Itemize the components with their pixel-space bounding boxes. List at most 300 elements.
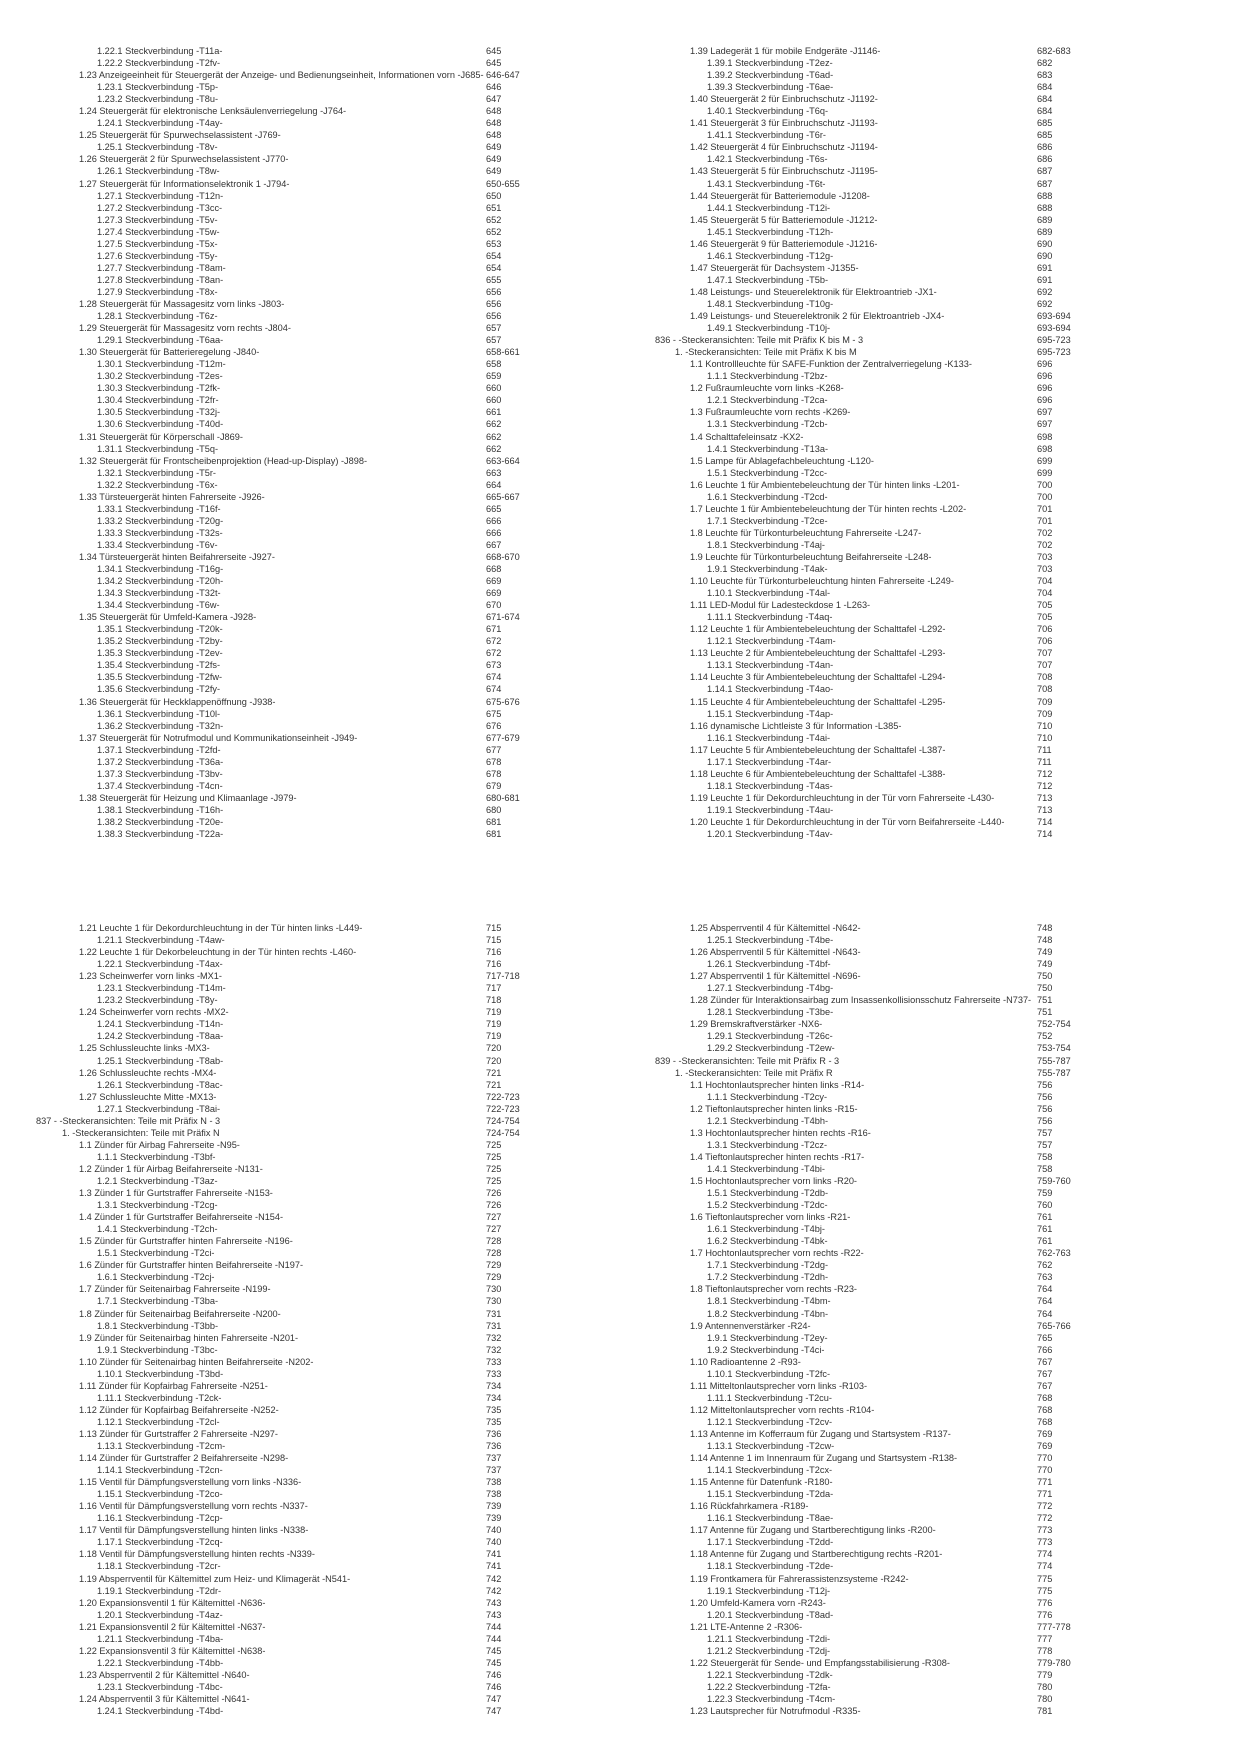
toc-entry <box>655 1308 1085 1320</box>
toc-entry <box>655 1356 1085 1368</box>
toc-entry-pages: 779 <box>1037 1669 1053 1680</box>
toc-entry-label: 1.4 Zünder 1 für Gurtstraffer Beifahrerseite -N154- <box>79 1212 284 1223</box>
toc-entry <box>36 611 556 623</box>
toc-entry-label: 1.14.1 Steckverbindung -T2cn- <box>97 1465 223 1476</box>
toc-entry-label: 1.37.4 Steckverbindung -T4cn- <box>97 780 223 791</box>
toc-entry-pages: 696 <box>1037 359 1053 370</box>
toc-entry <box>36 81 556 93</box>
toc-entry-label: 1.24.1 Steckverbindung -T14n- <box>97 1019 224 1030</box>
toc-entry-label: 1.11.1 Steckverbindung -T4aq- <box>707 612 833 623</box>
toc-entry-label: 1.21.1 Steckverbindung -T2di- <box>707 1633 831 1644</box>
toc-entry <box>36 1103 556 1115</box>
toc-entry-pages: 737 <box>486 1465 502 1476</box>
toc-entry-label: 1.17 Leuchte 5 für Ambientebeleuchtung der Schalttafel -L387- <box>690 744 946 755</box>
toc-entry <box>655 165 1085 177</box>
toc-entry <box>36 1344 556 1356</box>
toc-entry <box>655 1621 1085 1633</box>
toc-entry-label: 1.2 Tieftonlautsprecher hinten links -R15- <box>690 1103 858 1114</box>
toc-entry-pages: 670 <box>486 600 502 611</box>
toc-entry <box>36 1199 556 1211</box>
toc-entry-pages: 737 <box>486 1453 502 1464</box>
toc-entry <box>655 1548 1085 1560</box>
toc-entry <box>36 1536 556 1548</box>
toc-entry-label: 1.20 Leuchte 1 für Dekordurchleuchtung in der Tür vorn Beifahrerseite -L440- <box>690 817 1005 827</box>
toc-entry-label: 1.16 dynamische Lichtleiste 3 für Information -L385- <box>690 720 902 731</box>
toc-entry <box>655 322 1085 334</box>
toc-entry <box>655 1428 1085 1440</box>
toc-entry-label: 1.9 Zünder für Seitenairbag hinten Fahrerseite -N201- <box>79 1332 299 1343</box>
toc-entry-label: 1.29.1 Steckverbindung -T6aa- <box>97 335 224 346</box>
toc-entry <box>655 611 1085 623</box>
toc-entry <box>36 816 556 828</box>
toc-column-page1-left <box>36 45 556 840</box>
toc-entry <box>655 708 1085 720</box>
toc-entry-pages: 721 <box>486 1067 502 1078</box>
toc-entry-pages: 751 <box>1037 1007 1053 1018</box>
toc-entry <box>36 286 556 298</box>
toc-entry <box>36 551 556 563</box>
toc-entry <box>655 768 1085 780</box>
toc-entry-label: 1.8 Leuchte für Türkonturbeleuchtung Fahrerseite -L247- <box>690 527 922 538</box>
toc-entry <box>36 322 556 334</box>
toc-entry-pages: 661 <box>486 407 502 418</box>
toc-entry <box>655 1151 1085 1163</box>
toc-entry-pages: 656 <box>486 286 502 297</box>
toc-entry-pages: 753-754 <box>1037 1043 1071 1054</box>
toc-entry-label: 1.19 Frontkamera für Fahrerassistenzsysteme -R242- <box>690 1573 909 1584</box>
toc-entry <box>36 1548 556 1560</box>
toc-entry <box>655 274 1085 286</box>
toc-entry-pages: 780 <box>1037 1681 1053 1692</box>
toc-entry-pages: 663 <box>486 467 502 478</box>
toc-entry-pages: 649 <box>486 154 502 165</box>
toc-entry-label: 1.34.1 Steckverbindung -T16g- <box>97 564 224 575</box>
toc-entry <box>655 551 1085 563</box>
toc-entry <box>36 1500 556 1512</box>
toc-entry-pages: 770 <box>1037 1465 1053 1476</box>
toc-entry <box>655 970 1085 982</box>
toc-entry <box>655 81 1085 93</box>
toc-entry-pages: 695-723 <box>1037 347 1071 358</box>
toc-entry-label: 1.13 Leuchte 2 für Ambientebeleuchtung der Schalttafel -L293- <box>690 648 946 659</box>
toc-entry-pages: 724-754 <box>486 1115 520 1126</box>
toc-entry <box>655 358 1085 370</box>
toc-entry <box>655 1042 1085 1054</box>
toc-entry-label: 1.15.1 Steckverbindung -T4ap- <box>707 708 834 719</box>
toc-entry-label: 1.21 Expansionsventil 2 für Kältemittel -N637- <box>79 1621 266 1632</box>
toc-entry-label: 1.20.1 Steckverbindung -T8ad- <box>707 1609 834 1620</box>
toc-entry-label: 1.23 Lautsprecher für Notrufmodul -R335- <box>690 1706 861 1717</box>
toc-entry-label: 1.35.2 Steckverbindung -T2by- <box>97 636 223 647</box>
toc-entry-label: 1.7.1 Steckverbindung -T2dg- <box>707 1260 829 1271</box>
toc-entry-pages: 756 <box>1037 1115 1053 1126</box>
toc-entry-pages: 664 <box>486 479 502 490</box>
toc-entry <box>36 623 556 635</box>
toc-entry-label: 1.30.4 Steckverbindung -T2fr- <box>97 395 219 406</box>
toc-entry-label: 1.1 Zünder für Airbag Fahrerseite -N95- <box>79 1139 240 1150</box>
toc-entry <box>655 732 1085 744</box>
toc-entry-pages: 726 <box>486 1200 502 1211</box>
toc-entry-pages: 697 <box>1037 407 1053 418</box>
toc-entry <box>36 202 556 214</box>
toc-entry-pages: 741 <box>486 1549 502 1560</box>
toc-entry-label: 1.22.3 Steckverbindung -T4cm- <box>707 1694 836 1704</box>
toc-entry-pages: 780 <box>1037 1694 1053 1704</box>
toc-entry-pages: 710 <box>1037 732 1053 743</box>
toc-entry <box>655 1705 1085 1717</box>
toc-entry-pages: 759 <box>1037 1188 1053 1199</box>
toc-entry <box>655 1271 1085 1283</box>
toc-entry-label: 1.33.4 Steckverbindung -T6v- <box>97 539 218 550</box>
toc-entry <box>36 1067 556 1079</box>
toc-entry-pages: 646 <box>486 82 502 93</box>
toc-entry-label: 1.46 Steuergerät 9 für Batteriemodule -J1216- <box>690 238 878 249</box>
toc-entry-label: 1.16.1 Steckverbindung -T2cp- <box>97 1513 223 1524</box>
toc-entry-pages: 775 <box>1037 1573 1053 1584</box>
toc-entry-label: 1.30.2 Steckverbindung -T2es- <box>97 371 223 382</box>
toc-entry <box>36 214 556 226</box>
toc-entry-label: 1.10.1 Steckverbindung -T2fc- <box>707 1368 831 1379</box>
toc-entry <box>36 1428 556 1440</box>
toc-entry-pages: 690 <box>1037 238 1053 249</box>
toc-entry-pages: 713 <box>1037 804 1053 815</box>
toc-entry-label: 1.17.1 Steckverbindung -T4ar- <box>707 756 832 767</box>
toc-entry-label: 1.28 Zünder für Interaktionsairbag zum Insassenkollisionsschutz Fahrerseite -N737- <box>690 995 1032 1006</box>
toc-entry <box>36 370 556 382</box>
toc-entry <box>655 922 1085 934</box>
toc-entry-pages: 764 <box>1037 1284 1053 1295</box>
toc-entry-pages: 705 <box>1037 612 1053 623</box>
toc-entry <box>36 563 556 575</box>
toc-entry-pages: 711 <box>1037 756 1052 767</box>
toc-entry <box>36 1115 556 1127</box>
toc-entry <box>36 1187 556 1199</box>
toc-entry <box>36 105 556 117</box>
toc-entry-pages: 696 <box>1037 383 1053 394</box>
toc-entry <box>655 250 1085 262</box>
toc-entry-label: 1.20.1 Steckverbindung -T4av- <box>707 829 833 840</box>
toc-entry-pages: 744 <box>486 1633 502 1644</box>
toc-entry-pages: 652 <box>486 226 502 237</box>
toc-entry-label: 1.40 Steuergerät 2 für Einbruchschutz -J1192- <box>690 94 878 105</box>
toc-entry <box>36 982 556 994</box>
toc-entry <box>655 1500 1085 1512</box>
toc-entry <box>36 346 556 358</box>
toc-entry-label: 1.39 Ladegerät 1 für mobile Endgeräte -J1146- <box>690 46 881 56</box>
toc-entry-label: 839 - -Steckeransichten: Teile mit Präfix R - 3 <box>655 1055 840 1066</box>
toc-entry-label: 1.4.1 Steckverbindung -T13a- <box>707 443 829 454</box>
toc-entry <box>655 527 1085 539</box>
toc-entry-pages: 777 <box>1037 1633 1053 1644</box>
toc-entry-pages: 768 <box>1037 1404 1053 1415</box>
toc-entry-label: 1.5 Lampe für Ablagefachbeleuchtung -L120- <box>690 455 874 466</box>
toc-entry <box>36 1283 556 1295</box>
toc-entry-label: 1.1 Hochtonlautsprecher hinten links -R14- <box>690 1079 865 1090</box>
toc-entry-pages: 682 <box>1037 58 1053 69</box>
toc-entry-pages: 714 <box>1037 817 1053 827</box>
toc-entry-pages: 656 <box>486 298 502 309</box>
toc-entry <box>36 1681 556 1693</box>
toc-entry <box>36 527 556 539</box>
toc-entry <box>36 1030 556 1042</box>
toc-entry <box>655 1609 1085 1621</box>
toc-entry-pages: 646-647 <box>486 70 520 81</box>
toc-entry <box>655 946 1085 958</box>
toc-entry-label: 1.10 Leuchte für Türkonturbeleuchtung hinten Fahrerseite -L249- <box>690 576 954 587</box>
toc-entry-pages: 674 <box>486 684 502 695</box>
toc-entry-label: 1.3.1 Steckverbindung -T2cz- <box>707 1139 828 1150</box>
toc-entry-label: 1.20.1 Steckverbindung -T4az- <box>97 1609 223 1620</box>
toc-entry <box>36 732 556 744</box>
toc-entry-pages: 708 <box>1037 672 1053 683</box>
toc-entry <box>36 274 556 286</box>
toc-entry-pages: 761 <box>1037 1212 1053 1223</box>
toc-entry-label: 1.35.3 Steckverbindung -T2ev- <box>97 648 223 659</box>
toc-entry <box>655 1681 1085 1693</box>
toc-entry <box>655 804 1085 816</box>
toc-entry <box>36 1235 556 1247</box>
toc-entry-pages: 671 <box>486 624 502 635</box>
toc-entry <box>36 93 556 105</box>
toc-entry-label: 1.39.2 Steckverbindung -T6ad- <box>707 70 834 81</box>
toc-entry-label: 837 - -Steckeransichten: Teile mit Präfix N - 3 <box>36 1115 221 1126</box>
toc-entry-label: 1.30.6 Steckverbindung -T40d- <box>97 419 224 430</box>
toc-entry-label: 1.39.3 Steckverbindung -T6ae- <box>707 82 834 93</box>
toc-entry-label: 1.15 Antenne für Datenfunk -R180- <box>690 1477 833 1488</box>
toc-entry-pages: 747 <box>486 1694 502 1704</box>
toc-entry-pages: 709 <box>1037 696 1053 707</box>
toc-entry <box>36 129 556 141</box>
toc-entry <box>36 1127 556 1139</box>
toc-entry <box>36 1657 556 1669</box>
toc-entry-label: 1.5.2 Steckverbindung -T2dc- <box>707 1200 828 1211</box>
toc-entry-label: 1.4.1 Steckverbindung -T4bi- <box>707 1163 825 1174</box>
toc-entry-label: 1.13 Zünder für Gurtstraffer 2 Fahrerseite -N297- <box>79 1428 278 1439</box>
toc-entry-pages: 688 <box>1037 190 1053 201</box>
toc-entry-label: 1.47.1 Steckverbindung -T5b- <box>707 274 829 285</box>
toc-entry-pages: 725 <box>486 1151 502 1162</box>
toc-entry <box>655 756 1085 768</box>
toc-entry-pages: 686 <box>1037 154 1053 165</box>
toc-entry-label: 1.32 Steuergerät für Frontscheibenprojektion (Head-up-Display) -J898- <box>79 455 368 466</box>
toc-entry <box>36 262 556 274</box>
toc-entry-pages: 725 <box>486 1163 502 1174</box>
toc-entry-pages: 779-780 <box>1037 1657 1071 1668</box>
toc-entry-pages: 773 <box>1037 1525 1053 1536</box>
toc-entry-pages: 743 <box>486 1597 502 1608</box>
toc-entry-pages: 691 <box>1037 274 1053 285</box>
toc-entry <box>36 587 556 599</box>
toc-entry-label: 1.24 Scheinwerfer vorn rechts -MX2- <box>79 1007 229 1018</box>
toc-entry-label: 1.22.2 Steckverbindung -T2fa- <box>707 1681 831 1692</box>
toc-entry <box>36 334 556 346</box>
toc-entry-label: 1.8 Tieftonlautsprecher vorn rechts -R23- <box>690 1284 857 1295</box>
toc-entry-pages: 750 <box>1037 971 1053 982</box>
toc-entry-label: 1.18.1 Steckverbindung -T2de- <box>707 1561 834 1572</box>
toc-entry-label: 1.34 Türsteuergerät hinten Beifahrerseite -J927- <box>79 551 275 562</box>
toc-entry <box>36 455 556 467</box>
toc-entry-pages: 675-676 <box>486 696 520 707</box>
toc-entry-pages: 751 <box>1037 995 1053 1006</box>
toc-entry-pages: 748 <box>1037 935 1053 946</box>
toc-entry-label: 1.8 Zünder für Seitenairbag Beifahrerseite -N200- <box>79 1308 281 1319</box>
toc-entry-label: 1.43 Steuergerät 5 für Einbruchschutz -J1195- <box>690 166 878 177</box>
toc-entry-pages: 696 <box>1037 371 1053 382</box>
toc-column-page1-right <box>655 45 1085 840</box>
toc-entry <box>655 575 1085 587</box>
toc-entry-label: 1.23 Scheinwerfer vorn links -MX1- <box>79 971 222 982</box>
toc-entry-label: 1.27 Absperrventil 1 für Kältemittel -N696- <box>690 971 861 982</box>
toc-entry-label: 1.43.1 Steckverbindung -T6t- <box>707 178 826 189</box>
toc-entry-label: 1.24 Absperrventil 3 für Kältemittel -N641- <box>79 1694 250 1704</box>
toc-entry-pages: 745 <box>486 1657 502 1668</box>
toc-entry-pages: 678 <box>486 768 502 779</box>
toc-entry <box>36 1006 556 1018</box>
toc-entry-pages: 767 <box>1037 1368 1053 1379</box>
toc-entry-pages: 657 <box>486 323 502 334</box>
toc-entry <box>655 780 1085 792</box>
toc-entry <box>655 1127 1085 1139</box>
toc-entry <box>655 1368 1085 1380</box>
toc-entry <box>655 382 1085 394</box>
toc-entry <box>36 756 556 768</box>
toc-entry-pages: 739 <box>486 1513 502 1524</box>
toc-entry-pages: 759-760 <box>1037 1175 1071 1186</box>
toc-entry-label: 1.20 Expansionsventil 1 für Kältemittel -N636- <box>79 1597 266 1608</box>
toc-entry-pages: 687 <box>1037 166 1053 177</box>
toc-entry-pages: 697 <box>1037 419 1053 430</box>
toc-entry-pages: 775 <box>1037 1585 1053 1596</box>
toc-entry <box>36 1476 556 1488</box>
toc-entry-pages: 693-694 <box>1037 311 1071 322</box>
toc-entry-pages: 685 <box>1037 130 1053 141</box>
toc-entry <box>36 1404 556 1416</box>
toc-entry-pages: 729 <box>486 1260 502 1271</box>
toc-entry-pages: 669 <box>486 588 502 599</box>
toc-entry <box>36 190 556 202</box>
toc-entry <box>655 1524 1085 1536</box>
toc-entry <box>655 1030 1085 1042</box>
toc-entry-label: 1.36.2 Steckverbindung -T32n- <box>97 720 224 731</box>
toc-entry-label: 1.22.1 Steckverbindung -T4ax- <box>97 959 223 970</box>
toc-entry <box>36 394 556 406</box>
toc-entry-label: 1.3.1 Steckverbindung -T2cb- <box>707 419 828 430</box>
toc-entry <box>36 1018 556 1030</box>
toc-entry <box>36 744 556 756</box>
toc-entry-pages: 648 <box>486 118 502 129</box>
toc-entry-label: 1.32.1 Steckverbindung -T5r- <box>97 467 216 478</box>
toc-entry <box>36 1308 556 1320</box>
toc-entry-pages: 735 <box>486 1404 502 1415</box>
toc-entry-pages: 771 <box>1037 1477 1053 1488</box>
toc-entry-pages: 704 <box>1037 576 1053 587</box>
toc-entry <box>36 1560 556 1572</box>
toc-entry <box>655 1079 1085 1091</box>
toc-entry-pages: 758 <box>1037 1163 1053 1174</box>
toc-entry <box>655 1633 1085 1645</box>
toc-entry-label: 1.22 Leuchte 1 für Dekorbeleuchtung in der Tür hinten rechts -L460- <box>79 947 357 958</box>
toc-entry-pages: 731 <box>486 1320 502 1331</box>
toc-entry-pages: 698 <box>1037 443 1053 454</box>
toc-entry-label: 1.13.1 Steckverbindung -T2cw- <box>707 1441 835 1452</box>
toc-entry-label: 1.27 Steuergerät für Informationselektronik 1 -J794- <box>79 178 290 189</box>
toc-entry <box>36 934 556 946</box>
toc-entry-label: 1.26.1 Steckverbindung -T8ac- <box>97 1079 223 1090</box>
toc-entry-label: 1.27.1 Steckverbindung -T4bg- <box>707 983 834 994</box>
toc-entry-label: 1.7 Leuchte 1 für Ambientebeleuchtung der Tür hinten rechts -L202- <box>690 503 967 514</box>
toc-entry <box>655 1067 1085 1079</box>
toc-entry <box>36 1645 556 1657</box>
toc-entry <box>655 1091 1085 1103</box>
toc-entry-label: 1.6 Zünder für Gurtstraffer hinten Beifahrerseite -N197- <box>79 1260 304 1271</box>
toc-entry-label: 1.3 Hochtonlautsprecher hinten rechts -R16- <box>690 1127 871 1138</box>
toc-entry-pages: 648 <box>486 130 502 141</box>
toc-entry-label: 1.27.1 Steckverbindung -T8ai- <box>97 1103 221 1114</box>
toc-entry <box>655 418 1085 430</box>
toc-entry-pages: 767 <box>1037 1380 1053 1391</box>
toc-entry-pages: 762-763 <box>1037 1248 1071 1259</box>
toc-entry-pages: 692 <box>1037 286 1053 297</box>
toc-entry-pages: 730 <box>486 1296 502 1307</box>
toc-entry <box>36 599 556 611</box>
toc-entry-pages: 768 <box>1037 1392 1053 1403</box>
toc-entry-label: 1.28.1 Steckverbindung -T3be- <box>707 1007 834 1018</box>
toc-entry <box>36 1259 556 1271</box>
toc-entry-label: 1.22 Steuergerät für Sende- und Empfangsstabilisierung -R308- <box>690 1657 950 1668</box>
toc-entry-pages: 776 <box>1037 1597 1053 1608</box>
toc-entry-pages: 719 <box>486 1031 502 1042</box>
toc-entry-pages: 741 <box>486 1561 502 1572</box>
toc-entry <box>655 1464 1085 1476</box>
toc-entry-label: 1.14 Antenne 1 im Innenraum für Zugang und Startsystem -R138- <box>690 1453 958 1464</box>
toc-entry-label: 1.37 Steuergerät für Notrufmodul und Kommunikationseinheit -J949- <box>79 732 358 743</box>
toc-entry <box>655 1560 1085 1572</box>
toc-entry-pages: 705 <box>1037 600 1053 611</box>
toc-entry <box>36 1139 556 1151</box>
toc-entry <box>36 1295 556 1307</box>
toc-entry <box>655 117 1085 129</box>
toc-entry <box>655 1380 1085 1392</box>
toc-entry-label: 1.38 Steuergerät für Heizung und Klimaanlage -J979- <box>79 792 297 803</box>
toc-entry <box>655 1573 1085 1585</box>
toc-entry-pages: 774 <box>1037 1561 1053 1572</box>
toc-entry-label: 1.49 Leistungs- und Steuerelektronik 2 für Elektroantrieb -JX4- <box>690 311 945 322</box>
toc-entry-pages: 654 <box>486 262 502 273</box>
toc-entry-pages: 700 <box>1037 491 1053 502</box>
toc-entry-label: 1.11 Mitteltonlautsprecher vorn links -R103- <box>690 1380 868 1391</box>
toc-entry-label: 1.25.1 Steckverbindung -T8ab- <box>97 1055 224 1066</box>
toc-entry-label: 1.10 Zünder für Seitenairbag hinten Beifahrerseite -N202- <box>79 1356 314 1367</box>
toc-entry <box>655 539 1085 551</box>
toc-entry <box>36 635 556 647</box>
toc-entry-label: 1.33.1 Steckverbindung -T16f- <box>97 503 221 514</box>
toc-entry-pages: 703 <box>1037 564 1053 575</box>
toc-entry <box>655 503 1085 515</box>
toc-entry-label: 1.33.3 Steckverbindung -T32s- <box>97 527 223 538</box>
toc-entry-pages: 699 <box>1037 455 1053 466</box>
toc-entry-label: 1.14.1 Steckverbindung -T2cx- <box>707 1465 833 1476</box>
toc-entry-pages: 645 <box>486 58 502 69</box>
toc-entry-pages: 728 <box>486 1236 502 1247</box>
toc-entry-label: 1.20 Umfeld-Kamera vorn -R243- <box>690 1597 826 1608</box>
toc-entry-pages: 752-754 <box>1037 1019 1071 1030</box>
toc-entry-pages: 735 <box>486 1416 502 1427</box>
toc-entry <box>655 1006 1085 1018</box>
toc-entry-pages: 659 <box>486 371 502 382</box>
toc-entry <box>36 1705 556 1717</box>
toc-entry-pages: 658 <box>486 359 502 370</box>
toc-entry-label: 1.5.1 Steckverbindung -T2ci- <box>97 1248 215 1259</box>
